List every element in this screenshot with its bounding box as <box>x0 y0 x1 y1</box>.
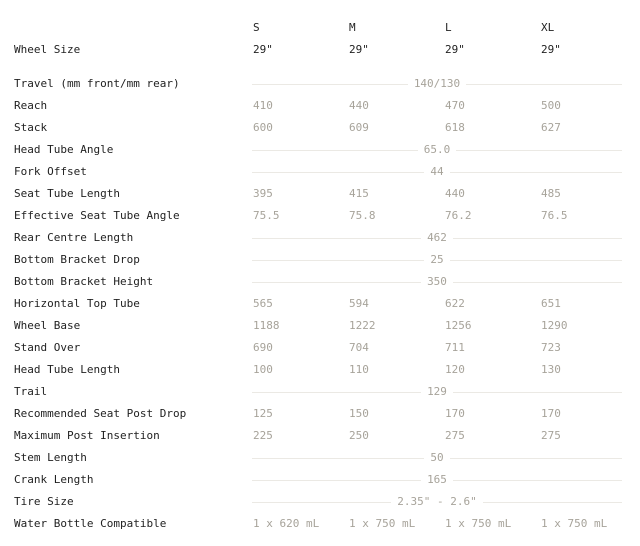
value-cell: 130 <box>541 363 561 376</box>
wheel-size-s: 29" <box>253 43 273 56</box>
value-cell: 594 <box>349 297 369 310</box>
geometry-row <box>0 205 640 227</box>
value-cell: 225 <box>253 429 273 442</box>
span-value: 462 <box>421 231 453 244</box>
span-value: 44 <box>424 165 449 178</box>
geometry-row <box>0 293 640 315</box>
geometry-row <box>0 513 640 535</box>
value-cell: 440 <box>445 187 465 200</box>
span-value: 2.35" - 2.6" <box>391 495 482 508</box>
value-cell: 1 x 750 mL <box>541 517 608 530</box>
wheel-size-label: Wheel Size <box>14 43 81 56</box>
value-cell: 76.5 <box>541 209 568 222</box>
span-value: 140/130 <box>408 77 466 90</box>
span-value: 25 <box>424 253 449 266</box>
span-value-cell <box>252 473 622 486</box>
row-label: Water Bottle Compatible <box>14 517 167 530</box>
wheel-size-xl: 29" <box>541 43 561 56</box>
row-label: Tire Size <box>14 495 74 508</box>
value-cell: 100 <box>253 363 273 376</box>
geometry-row <box>0 249 640 271</box>
row-label: Fork Offset <box>14 165 87 178</box>
value-cell: 75.5 <box>253 209 280 222</box>
value-cell: 1188 <box>253 319 280 332</box>
row-label: Reach <box>14 99 48 112</box>
row-label: Recommended Seat Post Drop <box>14 407 187 420</box>
geometry-row <box>0 315 640 337</box>
value-cell: 1256 <box>445 319 472 332</box>
row-label: Head Tube Angle <box>14 143 114 156</box>
value-cell: 395 <box>253 187 273 200</box>
value-cell: 711 <box>445 341 465 354</box>
geometry-row <box>0 183 640 205</box>
value-cell: 275 <box>541 429 561 442</box>
geometry-row <box>0 139 640 161</box>
value-cell: 627 <box>541 121 561 134</box>
value-cell: 470 <box>445 99 465 112</box>
span-value: 50 <box>424 451 449 464</box>
geometry-row <box>0 95 640 117</box>
row-label: Stack <box>14 121 48 134</box>
value-cell: 1 x 750 mL <box>349 517 416 530</box>
value-cell: 75.8 <box>349 209 376 222</box>
wheel-size-l: 29" <box>445 43 465 56</box>
geometry-row <box>0 403 640 425</box>
value-cell: 1 x 750 mL <box>445 517 512 530</box>
geometry-row <box>0 271 640 293</box>
value-cell: 609 <box>349 121 369 134</box>
value-cell: 500 <box>541 99 561 112</box>
span-value-cell <box>252 231 622 244</box>
span-value-cell <box>252 451 622 464</box>
row-label: Bottom Bracket Drop <box>14 253 140 266</box>
value-cell: 600 <box>253 121 273 134</box>
value-cell: 1222 <box>349 319 376 332</box>
span-value-cell <box>252 165 622 178</box>
span-value: 65.0 <box>418 143 457 156</box>
value-cell: 485 <box>541 187 561 200</box>
row-label: Crank Length <box>14 473 94 486</box>
value-cell: 150 <box>349 407 369 420</box>
row-label: Wheel Base <box>14 319 81 332</box>
value-cell: 690 <box>253 341 273 354</box>
row-label: Stand Over <box>14 341 81 354</box>
value-cell: 440 <box>349 99 369 112</box>
value-cell: 170 <box>445 407 465 420</box>
value-cell: 1 x 620 mL <box>253 517 320 530</box>
value-cell: 110 <box>349 363 369 376</box>
size-header-m: M <box>349 21 356 34</box>
value-cell: 125 <box>253 407 273 420</box>
size-header-l: L <box>445 21 452 34</box>
geometry-row <box>0 491 640 513</box>
size-header-xl: XL <box>541 21 555 34</box>
geometry-row <box>0 359 640 381</box>
size-header-s: S <box>253 21 260 34</box>
span-value: 165 <box>421 473 453 486</box>
span-value: 129 <box>421 385 453 398</box>
value-cell: 76.2 <box>445 209 472 222</box>
value-cell: 170 <box>541 407 561 420</box>
span-value-cell <box>252 495 622 508</box>
value-cell: 410 <box>253 99 273 112</box>
row-label: Head Tube Length <box>14 363 120 376</box>
row-label: Seat Tube Length <box>14 187 120 200</box>
span-value: 350 <box>421 275 453 288</box>
size-header-row <box>0 21 640 43</box>
span-value-cell <box>252 143 622 156</box>
geometry-row <box>0 337 640 359</box>
row-label: Bottom Bracket Height <box>14 275 154 288</box>
geometry-row <box>0 381 640 403</box>
geometry-row <box>0 447 640 469</box>
span-value-cell <box>252 385 622 398</box>
span-value-cell <box>252 77 622 90</box>
row-label: Trail <box>14 385 48 398</box>
wheel-size-m: 29" <box>349 43 369 56</box>
value-cell: 250 <box>349 429 369 442</box>
geometry-row <box>0 469 640 491</box>
span-value-cell <box>252 275 622 288</box>
value-cell: 723 <box>541 341 561 354</box>
value-cell: 622 <box>445 297 465 310</box>
row-label: Rear Centre Length <box>14 231 134 244</box>
value-cell: 618 <box>445 121 465 134</box>
value-cell: 565 <box>253 297 273 310</box>
row-label: Maximum Post Insertion <box>14 429 160 442</box>
span-value-cell <box>252 253 622 266</box>
row-label: Effective Seat Tube Angle <box>14 209 180 222</box>
row-label: Horizontal Top Tube <box>14 297 140 310</box>
value-cell: 275 <box>445 429 465 442</box>
geometry-row <box>0 227 640 249</box>
geometry-row <box>0 161 640 183</box>
row-label: Stem Length <box>14 451 87 464</box>
geometry-row <box>0 117 640 139</box>
value-cell: 1290 <box>541 319 568 332</box>
row-label: Travel (mm front/mm rear) <box>14 77 180 90</box>
value-cell: 651 <box>541 297 561 310</box>
wheel-size-row <box>0 43 640 65</box>
geometry-row <box>0 425 640 447</box>
geometry-row <box>0 73 640 95</box>
value-cell: 120 <box>445 363 465 376</box>
value-cell: 704 <box>349 341 369 354</box>
value-cell: 415 <box>349 187 369 200</box>
